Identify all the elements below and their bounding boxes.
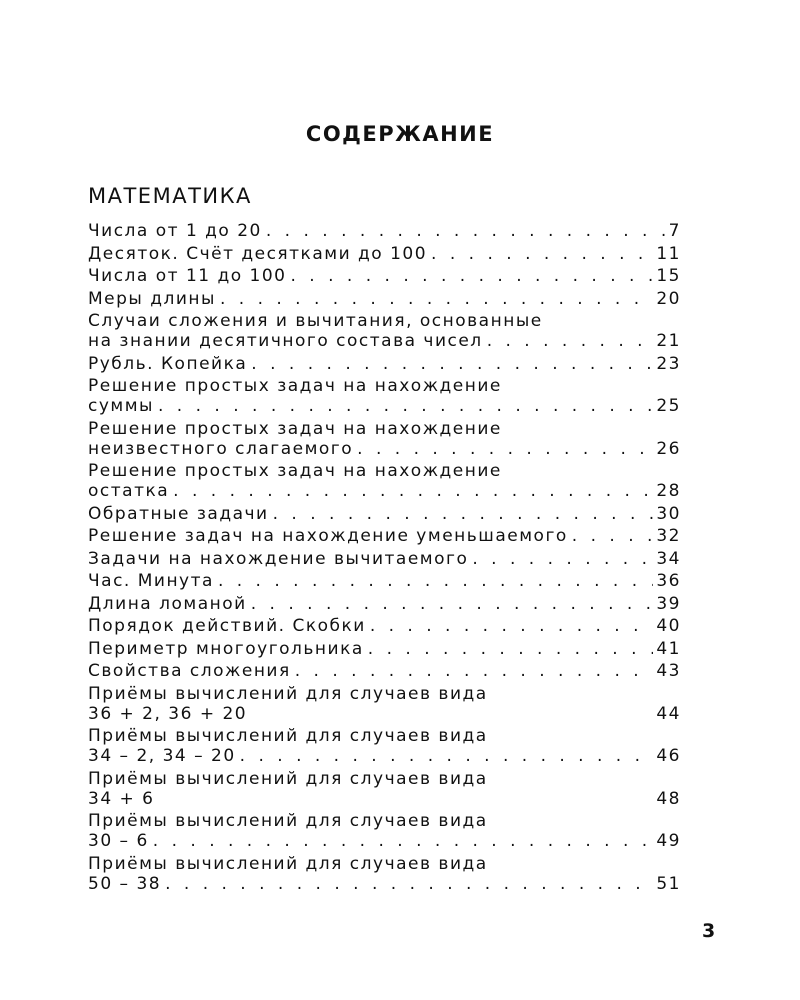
toc-entry-title-line: Решение простых задач на нахождение (88, 376, 502, 396)
toc-entry-page: 15 (656, 266, 681, 286)
toc-entry (88, 376, 681, 416)
toc-entry-title: Периметр многоугольника (88, 638, 364, 659)
toc-entry (88, 726, 681, 766)
toc-entry (88, 684, 681, 724)
toc-entry (88, 571, 681, 591)
toc-entry-title: 34 – 2, 34 – 20 (88, 746, 236, 766)
toc-entry (88, 769, 681, 809)
toc-entry-page: 36 (656, 571, 681, 591)
toc-entry-row (88, 481, 681, 501)
toc-entry-title: 50 – 38 (88, 873, 162, 894)
toc-entry-title: Числа от 1 до 20 (88, 221, 262, 241)
toc-entry-row (88, 244, 681, 264)
toc-entry-title: 36 + 2, 36 + 20 (88, 703, 248, 724)
toc-entry-row (88, 221, 681, 241)
dot-leader (214, 571, 653, 591)
toc-entry-page: 7 (668, 221, 681, 241)
toc-entry-page: 44 (656, 703, 681, 724)
toc-entry (88, 266, 681, 286)
toc-entry-row (88, 661, 681, 681)
toc-entry-row (88, 439, 681, 459)
page-number: 3 (702, 920, 716, 942)
toc-entry (88, 244, 681, 264)
toc-entry-row (88, 746, 681, 766)
toc-entry-title-line: Приёмы вычислений для случаев вида (88, 726, 488, 746)
dot-leader (468, 549, 653, 569)
toc-entry-title: Меры длины (88, 288, 216, 309)
toc-entry-page: 46 (656, 746, 681, 766)
toc-entry-page: 48 (656, 788, 681, 809)
dot-leader (169, 481, 653, 501)
toc-entry-page: 25 (656, 396, 681, 416)
toc-entry-title: 34 + 6 (88, 788, 155, 809)
toc-entry-page: 43 (656, 661, 681, 681)
toc-entry-page: 26 (656, 438, 681, 459)
dot-leader (247, 594, 654, 614)
toc-entry-title: Числа от 11 до 100 (88, 266, 287, 286)
toc-entry-title: Свойства сложения (88, 661, 291, 681)
toc-entry-title: остатка (88, 481, 170, 501)
dot-leader (568, 526, 654, 546)
toc-entry-title-line: Решение простых задач на нахождение (88, 418, 502, 439)
toc-entry-row (88, 594, 681, 614)
toc-entry-row (88, 789, 681, 809)
toc-entry-page: 20 (656, 288, 681, 309)
toc-entry-title-line: Случаи сложения и вычитания, основанные (88, 311, 543, 331)
toc-entry-row (88, 874, 681, 894)
toc-entry-page: 23 (656, 353, 681, 374)
toc-entry-title-line: Приёмы вычислений для случаев вида (88, 811, 488, 831)
toc-entry-title-line: Приёмы вычислений для случаев вида (88, 768, 488, 789)
toc-entry-row (88, 704, 681, 724)
toc-entry-page: 41 (656, 638, 681, 659)
toc-entry (88, 311, 681, 351)
dot-leader (483, 331, 654, 351)
section-title: МАТЕМАТИКА (88, 184, 252, 208)
toc-entry-page: 21 (656, 331, 681, 351)
toc-entry-title: Длина ломаной (88, 593, 247, 614)
toc-entry-title-line: Приёмы вычислений для случаев вида (88, 683, 488, 704)
toc-entry (88, 639, 681, 659)
toc-entry-title: Решение задач на нахождение уменьшаемого (88, 526, 568, 546)
toc-entry-row (88, 504, 681, 524)
toc-entry-row (88, 571, 681, 591)
dot-leader (269, 504, 654, 524)
dot-leader (366, 616, 654, 636)
toc-entry-row (88, 639, 681, 659)
toc-entry (88, 854, 681, 894)
table-of-contents (88, 221, 681, 896)
toc-entry-row (88, 526, 681, 546)
toc-entry-title-line: Приёмы вычислений для случаев вида (88, 853, 488, 874)
toc-entry-row (88, 266, 681, 286)
toc-entry-title: на знании десятичного состава чисел (88, 331, 483, 351)
page-title: СОДЕРЖАНИЕ (305, 122, 495, 146)
toc-entry-page: 39 (656, 593, 681, 614)
toc-entry (88, 289, 681, 309)
dot-leader (262, 221, 666, 241)
toc-entry (88, 354, 681, 374)
toc-entry-title: Задачи на нахождение вычитаемого (88, 548, 469, 569)
dot-leader (364, 639, 654, 659)
dot-leader (154, 396, 653, 416)
toc-entry-title: Порядок действий. Скобки (88, 616, 366, 636)
dot-leader (427, 244, 653, 264)
toc-entry-page: 51 (656, 873, 681, 894)
toc-entry-title: Час. Минута (88, 571, 214, 591)
toc-entry-title: Рубль. Копейка (88, 353, 248, 374)
toc-entry-row (88, 396, 681, 416)
toc-entry (88, 811, 681, 851)
dot-leader (236, 746, 654, 766)
dot-leader (291, 661, 654, 681)
toc-entry (88, 616, 681, 636)
toc-entry-title: суммы (88, 396, 154, 416)
toc-entry-page: 32 (656, 526, 681, 546)
toc-entry (88, 594, 681, 614)
dot-leader (161, 874, 653, 894)
toc-entry (88, 549, 681, 569)
toc-entry-page: 34 (656, 548, 681, 569)
toc-entry-page: 40 (656, 616, 681, 636)
toc-entry (88, 461, 681, 501)
toc-entry (88, 526, 681, 546)
toc-entry-title: неизвестного слагаемого (88, 438, 354, 459)
toc-entry (88, 221, 681, 241)
toc-entry-page: 30 (656, 503, 681, 524)
toc-entry (88, 419, 681, 459)
toc-entry-row (88, 331, 681, 351)
dot-leader (353, 439, 653, 459)
toc-entry-row (88, 549, 681, 569)
toc-entry-row (88, 289, 681, 309)
toc-entry-title-line: Решение простых задач на нахождение (88, 461, 502, 481)
toc-entry-row (88, 831, 681, 851)
toc-entry (88, 504, 681, 524)
toc-entry-page: 28 (656, 481, 681, 501)
toc-entry-title: 30 – 6 (88, 831, 149, 851)
toc-entry-title: Обратные задачи (88, 503, 269, 524)
toc-entry-row (88, 616, 681, 636)
toc-entry-title: Десяток. Счёт десятками до 100 (88, 243, 428, 264)
dot-leader (216, 289, 653, 309)
dot-leader (247, 354, 653, 374)
toc-entry-page: 49 (656, 831, 681, 851)
toc-entry (88, 661, 681, 681)
dot-leader (287, 266, 654, 286)
toc-entry-row (88, 354, 681, 374)
toc-entry-page: 11 (656, 243, 681, 264)
dot-leader (149, 831, 654, 851)
